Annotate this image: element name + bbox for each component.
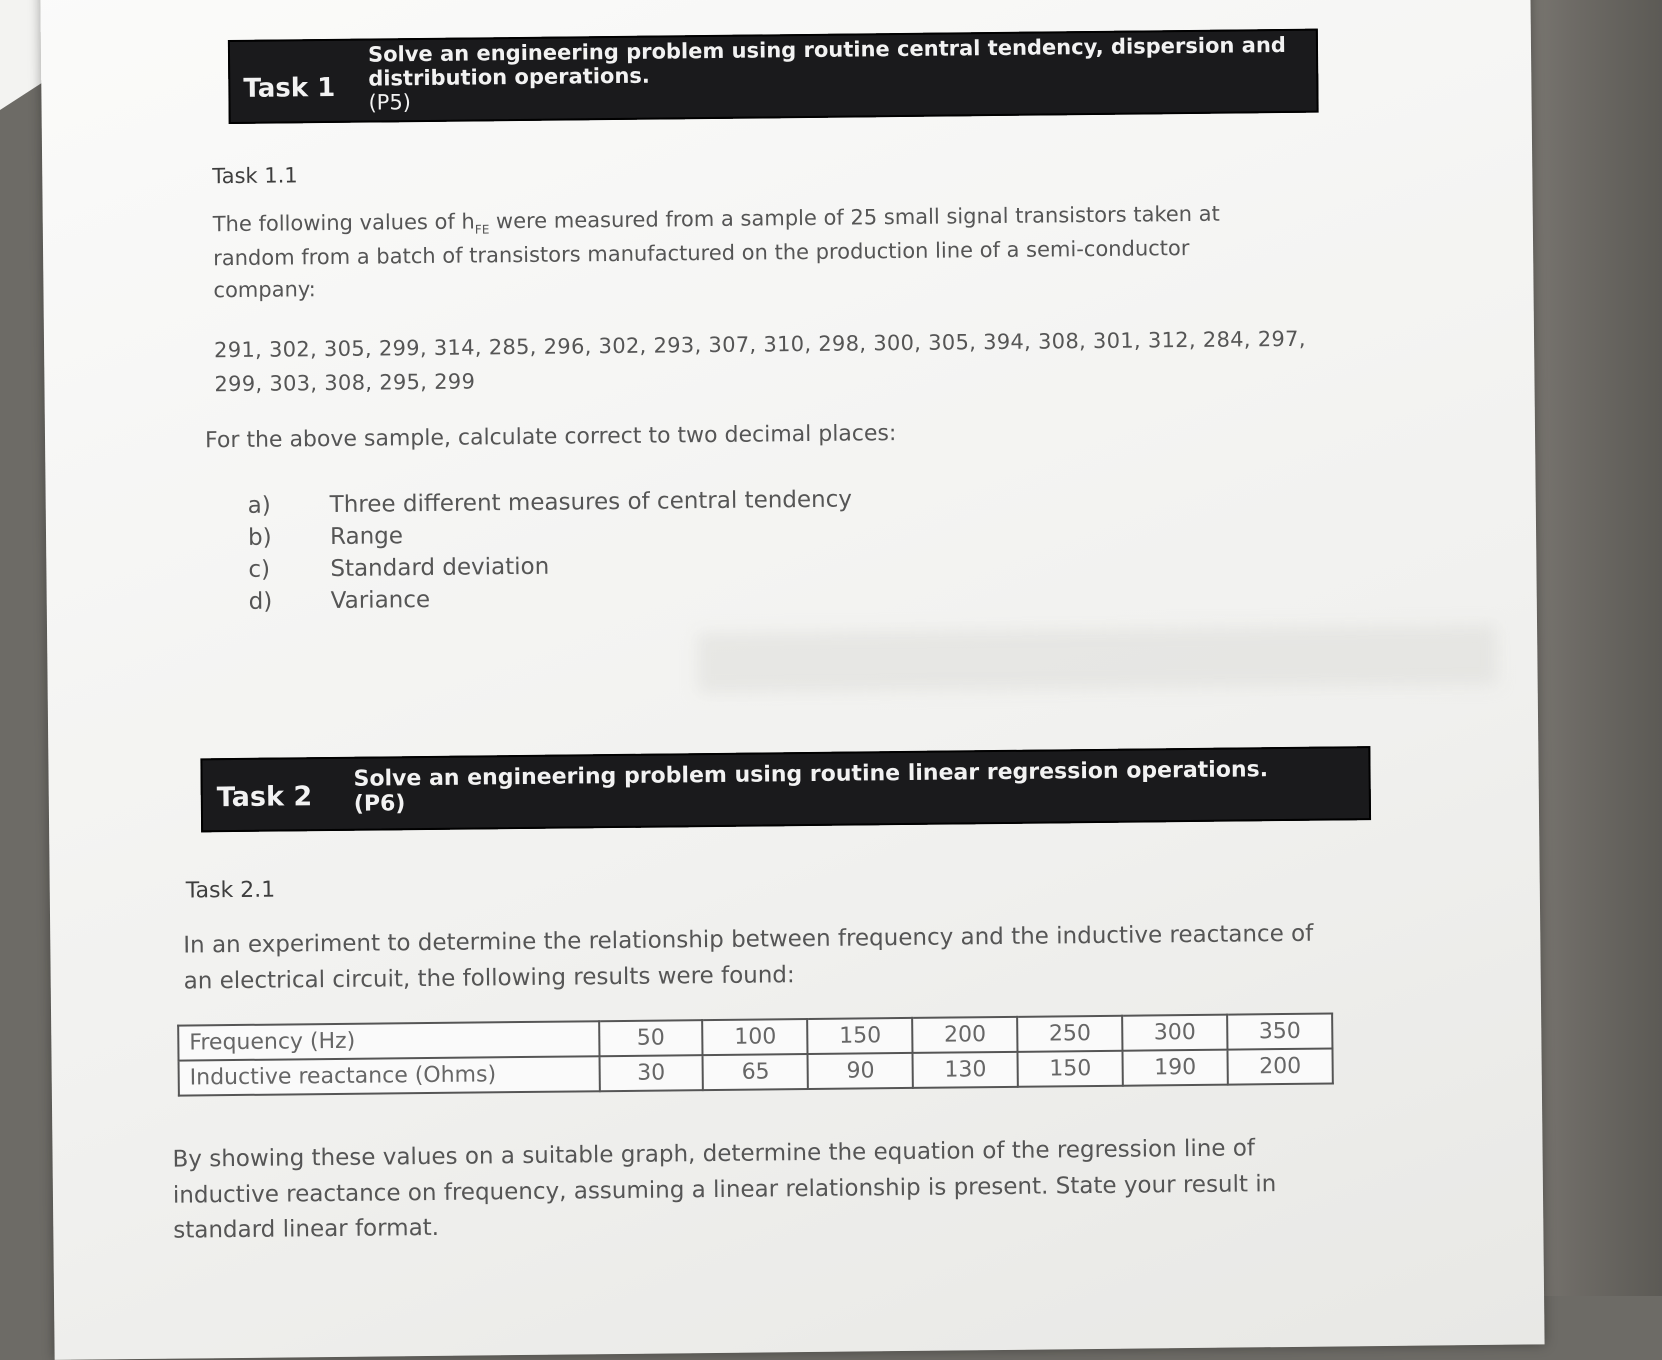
task2-1-paragraph bbox=[183, 916, 1374, 1000]
document-page bbox=[40, 0, 1545, 1360]
question-list bbox=[242, 484, 854, 618]
task2-1-closing-line2: inductive reactance on frequency, assuming a linear relationship is present. State your result in bbox=[172, 1170, 1277, 1209]
task1-code: (P5) bbox=[368, 90, 412, 115]
task1-title-line2: distribution operations. bbox=[368, 63, 650, 91]
task1-label: Task 1 bbox=[243, 72, 336, 104]
task1-title bbox=[368, 33, 1287, 115]
table-cell: 150 bbox=[808, 1018, 913, 1054]
question-letter: b) bbox=[247, 524, 272, 551]
table-cell: 30 bbox=[599, 1055, 703, 1091]
question-text: Variance bbox=[330, 586, 431, 614]
show-through-blur bbox=[697, 625, 1498, 693]
task2-header-bar bbox=[200, 746, 1371, 832]
table-cell: 250 bbox=[1017, 1016, 1122, 1052]
task2-label: Task 2 bbox=[216, 781, 313, 814]
question-text: Three different measures of central tendency bbox=[329, 486, 853, 518]
table-cell: 90 bbox=[808, 1053, 913, 1089]
task2-1-closing-line3: standard linear format. bbox=[173, 1215, 440, 1244]
table-cell: 200 bbox=[912, 1017, 1017, 1053]
question-item bbox=[243, 580, 854, 618]
task2-code: (P6) bbox=[353, 791, 406, 818]
task2-1-closing-line1: By showing these values on a suitable graph, determine the equation of the regression line of bbox=[172, 1135, 1256, 1173]
task1-1-para-line2: random from a batch of transistors manufactured on the production line of a semi-conductor bbox=[213, 235, 1190, 270]
table-cell: 200 bbox=[1227, 1049, 1332, 1085]
task1-header-bar bbox=[228, 29, 1319, 124]
sample-values-line2: 299, 303, 308, 295, 299 bbox=[214, 369, 476, 396]
question-item bbox=[242, 484, 853, 522]
task2-1-para-line1: In an experiment to determine the relationship between frequency and the inductive reactance of bbox=[183, 920, 1314, 959]
task2-title-line1: Solve an engineering problem using routine linear regression operations. bbox=[353, 757, 1269, 792]
table-cell: 190 bbox=[1123, 1050, 1228, 1086]
sample-values-line1: 291, 302, 305, 299, 314, 285, 296, 302, 293, 307, 310, 298, 300, 305, 394, 308, 301, 312, 284, 297, bbox=[213, 326, 1306, 363]
sample-values bbox=[214, 322, 1335, 401]
table-row-label: Frequency (Hz) bbox=[178, 1021, 599, 1060]
table-cell: 350 bbox=[1227, 1014, 1332, 1050]
task1-1-para-line1: The following values of h bbox=[212, 209, 475, 237]
task1-1-para-line1-rest: were measured from a sample of 25 small signal transistors taken at bbox=[489, 201, 1220, 234]
table-cell: 300 bbox=[1122, 1015, 1227, 1051]
question-text: Standard deviation bbox=[330, 553, 550, 582]
task1-1-paragraph bbox=[213, 197, 1314, 307]
hfe-subscript: FE bbox=[474, 222, 490, 237]
task1-title-line1: Solve an engineering problem using routine central tendency, dispersion and bbox=[367, 32, 1286, 67]
task2-1-heading: Task 2.1 bbox=[185, 877, 276, 904]
question-letter: d) bbox=[248, 588, 273, 615]
question-letter: c) bbox=[248, 556, 271, 583]
task2-title bbox=[353, 757, 1268, 817]
question-text: Range bbox=[329, 523, 404, 550]
task1-1-instruction: For the above sample, calculate correct to two decimal places: bbox=[204, 421, 897, 454]
table-cell: 150 bbox=[1018, 1051, 1123, 1087]
table-cell: 130 bbox=[913, 1052, 1018, 1088]
task2-1-para-line2: an electrical circuit, the following results were found: bbox=[183, 961, 795, 995]
table-cell: 65 bbox=[703, 1054, 808, 1090]
results-table bbox=[177, 1013, 1334, 1097]
table-row-label: Inductive reactance (Ohms) bbox=[179, 1056, 600, 1095]
task2-1-closing bbox=[172, 1130, 1403, 1250]
task1-1-para-line3: company: bbox=[213, 277, 316, 303]
table-cell: 50 bbox=[599, 1020, 703, 1056]
question-letter: a) bbox=[247, 492, 271, 519]
table-cell: 100 bbox=[703, 1019, 808, 1055]
task1-1-heading: Task 1.1 bbox=[212, 163, 298, 189]
